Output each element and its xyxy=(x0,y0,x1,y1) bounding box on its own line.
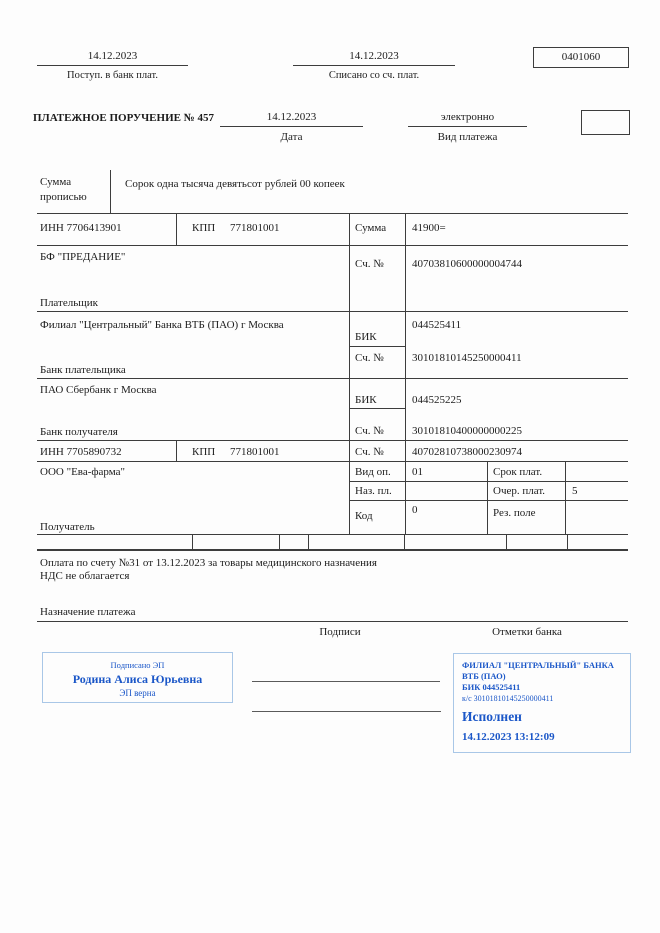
payer-account-label: Сч. № xyxy=(355,258,384,270)
received-in-bank-date: 14.12.2023 xyxy=(37,50,188,66)
signatures-caption: Подписи xyxy=(319,626,361,638)
beneficiary-bank-account-value: 30101810400000000225 xyxy=(412,425,522,437)
form-rule xyxy=(405,213,406,534)
debited-from-account-date: 14.12.2023 xyxy=(293,50,455,66)
document-title: ПЛАТЕЖНОЕ ПОРУЧЕНИЕ № 457 xyxy=(33,112,215,124)
vid-op-value: 01 xyxy=(412,466,423,478)
signature-stamp-signed-label: Подписано ЭП xyxy=(110,660,165,670)
payer-kpp-label: КПП xyxy=(192,222,216,234)
ocher-plat-label: Очер. плат. xyxy=(493,485,546,497)
purpose-caption: Назначение платежа xyxy=(40,606,136,618)
vid-op-label: Вид оп. xyxy=(355,466,391,478)
beneficiary-name: ООО "Ева-фарма" xyxy=(40,466,125,478)
form-code-box xyxy=(533,47,629,68)
payer-bank-account-value: 30101810145250000411 xyxy=(412,352,522,364)
beneficiary-bank-bik-value: 044525225 xyxy=(412,394,462,406)
form-rule xyxy=(37,311,628,312)
form-rule xyxy=(37,534,628,535)
form-rule xyxy=(487,461,488,534)
signature-stamp-valid-label: ЭП верна xyxy=(119,688,156,698)
sum-words-label-line1: Сумма xyxy=(40,176,72,188)
bank-stamp-datetime: 14.12.2023 13:12:09 xyxy=(462,731,555,743)
form-rule xyxy=(349,213,350,534)
sum-value: 41900= xyxy=(412,222,446,234)
debited-from-account-label: Списано со сч. плат. xyxy=(328,70,420,81)
payer-inn: ИНН 7706413901 xyxy=(40,222,122,234)
signature-line xyxy=(252,681,440,682)
form-rule xyxy=(110,170,111,213)
rez-pole-label: Рез. поле xyxy=(493,507,536,519)
form-rule xyxy=(37,621,628,622)
signature-line xyxy=(252,711,441,712)
signature-stamp xyxy=(42,652,233,703)
form-rule xyxy=(404,534,405,549)
sum-words-label-line2: прописью xyxy=(40,191,87,203)
form-rule xyxy=(279,534,280,549)
kod-label: Код xyxy=(355,510,373,522)
document-date-value: 14.12.2023 xyxy=(220,111,363,127)
purpose-line1: Оплата по счету №31 от 13.12.2023 за товары медицинского назначения xyxy=(40,557,377,569)
form-rule xyxy=(37,461,628,462)
form-rule xyxy=(37,213,628,214)
ocher-plat-value: 5 xyxy=(572,485,578,497)
payer-bank-account-label: Сч. № xyxy=(355,352,384,364)
bank-stamp-bik: БИК 044525411 xyxy=(462,682,521,692)
form-rule xyxy=(37,245,628,246)
payer-bank-bik-value: 044525411 xyxy=(412,319,462,331)
beneficiary-kpp-value: 771801001 xyxy=(230,446,280,458)
form-rule xyxy=(37,378,628,379)
form-rule xyxy=(349,481,628,482)
payer-bank-caption: Банк плательщика xyxy=(40,364,126,376)
payer-caption: Плательщик xyxy=(40,297,98,309)
received-in-bank-label: Поступ. в банк плат. xyxy=(67,70,158,81)
payer-name: БФ "ПРЕДАНИЕ" xyxy=(40,251,126,263)
form-rule xyxy=(349,346,405,347)
form-rule xyxy=(176,440,177,461)
form-rule xyxy=(192,534,193,549)
purpose-line2: НДС не облагается xyxy=(40,570,130,582)
form-rule xyxy=(308,534,309,549)
bank-stamp-corr-account: к/с 30101810145250000411 xyxy=(462,694,554,703)
document-date-label: Дата xyxy=(280,131,303,143)
payment-kind-value: электронно xyxy=(408,111,527,127)
form-code: 0401060 xyxy=(561,51,601,63)
signature-stamp-signer-name: Родина Алиса Юрьевна xyxy=(72,672,203,686)
naz-pl-label: Наз. пл. xyxy=(355,485,392,497)
form-rule-thick xyxy=(37,549,628,551)
bank-stamp-name-line2: ВТБ (ПАО) xyxy=(462,671,506,681)
bank-stamp-name-line1: ФИЛИАЛ "ЦЕНТРАЛЬНЫЙ" БАНКА xyxy=(462,660,614,670)
beneficiary-bank-bik-label: БИК xyxy=(355,394,377,406)
payer-account-value: 40703810600000004744 xyxy=(412,258,522,270)
kod-value: 0 xyxy=(412,504,418,516)
sum-label: Сумма xyxy=(355,222,387,234)
beneficiary-kpp-label: КПП xyxy=(192,446,216,458)
bank-marks-caption: Отметки банка xyxy=(492,626,562,638)
form-rule xyxy=(349,408,405,409)
form-rule xyxy=(37,440,628,441)
form-rule xyxy=(176,213,177,245)
srok-plat-label: Срок плат. xyxy=(493,466,543,478)
status-code-box xyxy=(581,110,630,135)
beneficiary-bank-account-label: Сч. № xyxy=(355,425,384,437)
beneficiary-inn: ИНН 7705890732 xyxy=(40,446,122,458)
form-rule xyxy=(506,534,507,549)
beneficiary-account-value: 40702810738000230974 xyxy=(412,446,522,458)
form-rule xyxy=(565,461,566,534)
payer-bank-bik-label: БИК xyxy=(355,331,377,343)
form-rule xyxy=(567,534,568,549)
beneficiary-account-label: Сч. № xyxy=(355,446,384,458)
bank-mark-stamp xyxy=(453,653,631,753)
form-rule xyxy=(349,500,628,501)
beneficiary-bank-name: ПАО Сбербанк г Москва xyxy=(40,384,157,396)
payer-kpp-value: 771801001 xyxy=(230,222,280,234)
beneficiary-caption: Получатель xyxy=(40,521,95,533)
sum-words-value: Сорок одна тысяча девятьсот рублей 00 копеек xyxy=(125,178,345,190)
payment-kind-label: Вид платежа xyxy=(437,131,498,143)
bank-stamp-status: Исполнен xyxy=(462,709,522,724)
payer-bank-name: Филиал "Центральный" Банка ВТБ (ПАО) г Москва xyxy=(40,319,284,331)
beneficiary-bank-caption: Банк получателя xyxy=(40,426,118,438)
